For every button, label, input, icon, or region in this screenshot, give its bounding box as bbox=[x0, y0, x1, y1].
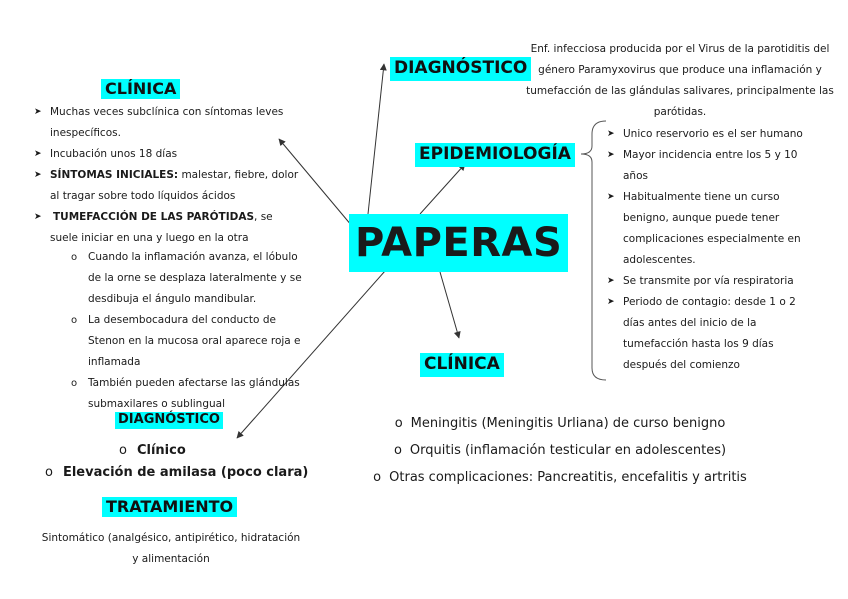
epidemiologia-item: ➤ Habitualmente tiene un curso benigno, aunque puede tener complicaciones especialmente en adolescentes. bbox=[623, 187, 803, 271]
clinica-right-item: o Otras complicaciones: Pancreatitis, encefalitis y artritis bbox=[373, 470, 747, 485]
arrow-to-diagnostico-top bbox=[368, 64, 384, 214]
clinica-left-heading: CLÍNICA bbox=[101, 79, 180, 99]
clinica-left-item: ➤ Muchas veces subclínica con síntomas leves inespecíficos. bbox=[50, 102, 300, 144]
central-title: PAPERAS bbox=[349, 214, 568, 272]
clinica-right-item: o Orquitis (inflamación testicular en adolescentes) bbox=[393, 443, 727, 458]
clinica-left-item: ➤ TUMEFACCIÓN DE LAS PARÓTIDAS, se suele iniciar en una y luego en la otra bbox=[50, 207, 300, 249]
clinica-left-subitem: o También pueden afectarse las glándulas submaxilares o sublingual bbox=[88, 373, 310, 415]
clinica-left-subitem: o Cuando la inflamación avanza, el lóbulo de la orne se desplaza lateralmente y se desdibuja el ángulo mandibular. bbox=[88, 247, 310, 310]
tratamiento-heading: TRATAMIENTO bbox=[102, 497, 237, 517]
epidemiologia-item: ➤ Periodo de contagio: desde 1 o 2 días antes del inicio de la tumefacción hasta los 9 días después del comienzo bbox=[623, 292, 803, 376]
diagnostico-bottom-item: o Elevación de amilasa (poco clara) bbox=[45, 465, 309, 480]
clinica-left-subitem: o La desembocadura del conducto de Stenon en la mucosa oral aparece roja e inflamada bbox=[88, 310, 310, 373]
clinica-left-sublist bbox=[88, 247, 310, 415]
arrow-to-clinica-right bbox=[440, 272, 459, 338]
epidemiologia-item: ➤ Se transmite por vía respiratoria bbox=[623, 271, 803, 292]
epidemiologia-item: ➤ Unico reservorio es el ser humano bbox=[623, 124, 803, 145]
clinica-left-item: ➤ Incubación unos 18 días bbox=[50, 144, 300, 165]
epidemiologia-brace bbox=[581, 121, 606, 380]
epidemiologia-list bbox=[623, 124, 803, 376]
clinica-right-item: o Meningitis (Meningitis Urliana) de curso benigno bbox=[394, 416, 726, 431]
clinica-left-item: ➤ SÍNTOMAS INICIALES: malestar, fiebre, dolor al tragar sobre todo líquidos ácidos bbox=[50, 165, 300, 207]
arrow-to-epidemiologia bbox=[420, 164, 465, 214]
diagnostico-bottom-heading: DIAGNÓSTICO bbox=[115, 412, 223, 429]
diagnostico-bottom-item: o Clínico bbox=[119, 443, 186, 458]
epidemiologia-heading: EPIDEMIOLOGÍA bbox=[415, 143, 575, 167]
tratamiento-text: Sintomático (analgésico, antipirético, hidratación y alimentación bbox=[41, 532, 301, 565]
diagnostico-top-heading: DIAGNÓSTICO bbox=[390, 57, 531, 81]
diagnostico-top-text: Enf. infecciosa producida por el Virus de la parotiditis del género Paramyxovirus que produce una inflamación y tumefacción de las glándulas salivares, principalmente las parótidas. bbox=[526, 43, 834, 118]
clinica-right-heading: CLÍNICA bbox=[420, 353, 504, 377]
epidemiologia-item: ➤ Mayor incidencia entre los 5 y 10 años bbox=[623, 145, 803, 187]
clinica-right-list bbox=[370, 410, 750, 491]
clinica-left-list bbox=[50, 102, 300, 249]
